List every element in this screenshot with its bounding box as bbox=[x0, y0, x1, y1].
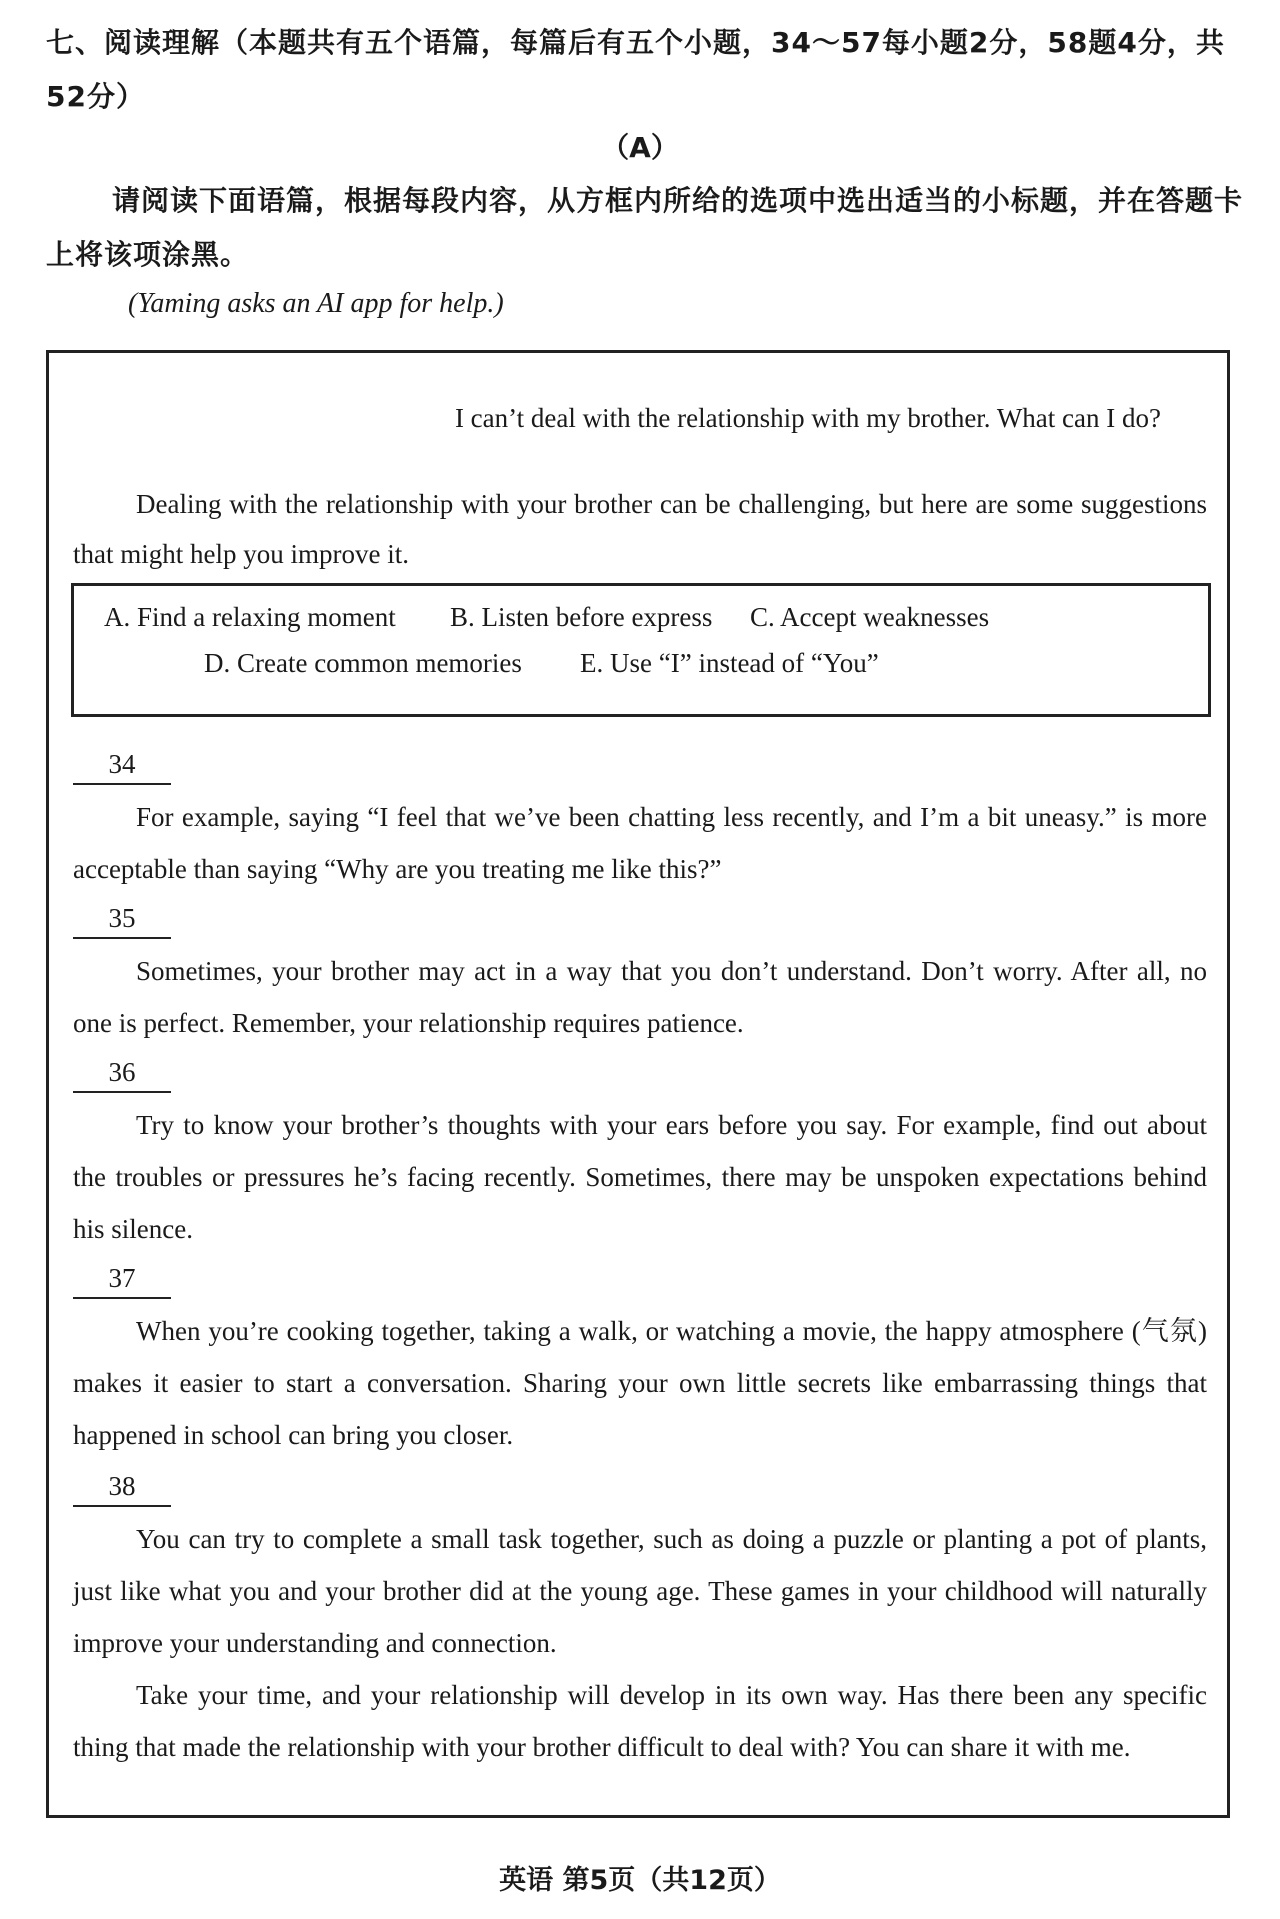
answer-blank-37: 37 bbox=[73, 1259, 171, 1299]
passage-context: (Yaming asks an AI app for help.) bbox=[128, 288, 504, 319]
paragraph-38: You can try to complete a small task together, such as doing a puzzle or planting a pot of plants, just like what you and your brother did at the young age. These games in your childhood will naturally improve your understanding and connection. bbox=[73, 1524, 1207, 1658]
user-question: I can’t deal with the relationship with my brother. What can I do? bbox=[454, 403, 1161, 433]
options-box bbox=[71, 583, 1211, 717]
paragraph-35: Sometimes, your brother may act in a way that you don’t understand. Don’t worry. After all, no one is perfect. Remember, your relationship requires patience. bbox=[73, 956, 1207, 1038]
ai-intro-paragraph: Dealing with the relationship with your brother can be challenging, but here are some suggestions that might help you improve it. bbox=[73, 489, 1207, 569]
closing-paragraph: Take your time, and your relationship will develop in its own way. Has there been any specific thing that made the relationship with your brother difficult to deal with? You can share it with me. bbox=[73, 1680, 1207, 1762]
answer-blank-36: 36 bbox=[73, 1053, 171, 1093]
reading-passage-box bbox=[46, 350, 1230, 1818]
section-title: 七、阅读理解（本题共有五个语篇，每篇后有五个小题，34～57每小题2分，58题4分，共52分） bbox=[46, 26, 1225, 113]
paragraph-36: Try to know your brother’s thoughts with your ears before you say. For example, find out about the troubles or pressures he’s facing recently. Sometimes, there may be unspoken expectations behind his silence. bbox=[73, 1110, 1207, 1244]
option-c: C. Accept weaknesses bbox=[750, 602, 990, 632]
paragraph-37: When you’re cooking together, taking a walk, or watching a movie, the happy atmosphere (气氛) makes it easier to start a conversation. Sharing your own little secrets like embarrassing things that happened in school can bring you closer. bbox=[73, 1316, 1207, 1450]
page-footer: 英语 第5页（共12页） bbox=[499, 1865, 781, 1896]
answer-blank-38: 38 bbox=[73, 1467, 171, 1507]
answer-blank-35: 35 bbox=[73, 899, 171, 939]
option-e: E. Use “I” instead of “You” bbox=[580, 648, 879, 678]
option-a: A. Find a relaxing moment bbox=[104, 602, 396, 632]
passage-instruction: 请阅读下面语篇，根据每段内容，从方框内所给的选项中选出适当的小标题，并在答题卡上将该项涂黑。 bbox=[46, 184, 1244, 271]
passage-label: （A） bbox=[601, 131, 679, 164]
paragraph-34: For example, saying “I feel that we’ve been chatting less recently, and I’m a bit uneasy.” is more acceptable than saying “Why are you treating me like this?” bbox=[73, 802, 1207, 884]
answer-blank-34: 34 bbox=[73, 745, 171, 785]
option-b: B. Listen before express bbox=[450, 602, 713, 632]
option-d: D. Create common memories bbox=[204, 648, 522, 678]
